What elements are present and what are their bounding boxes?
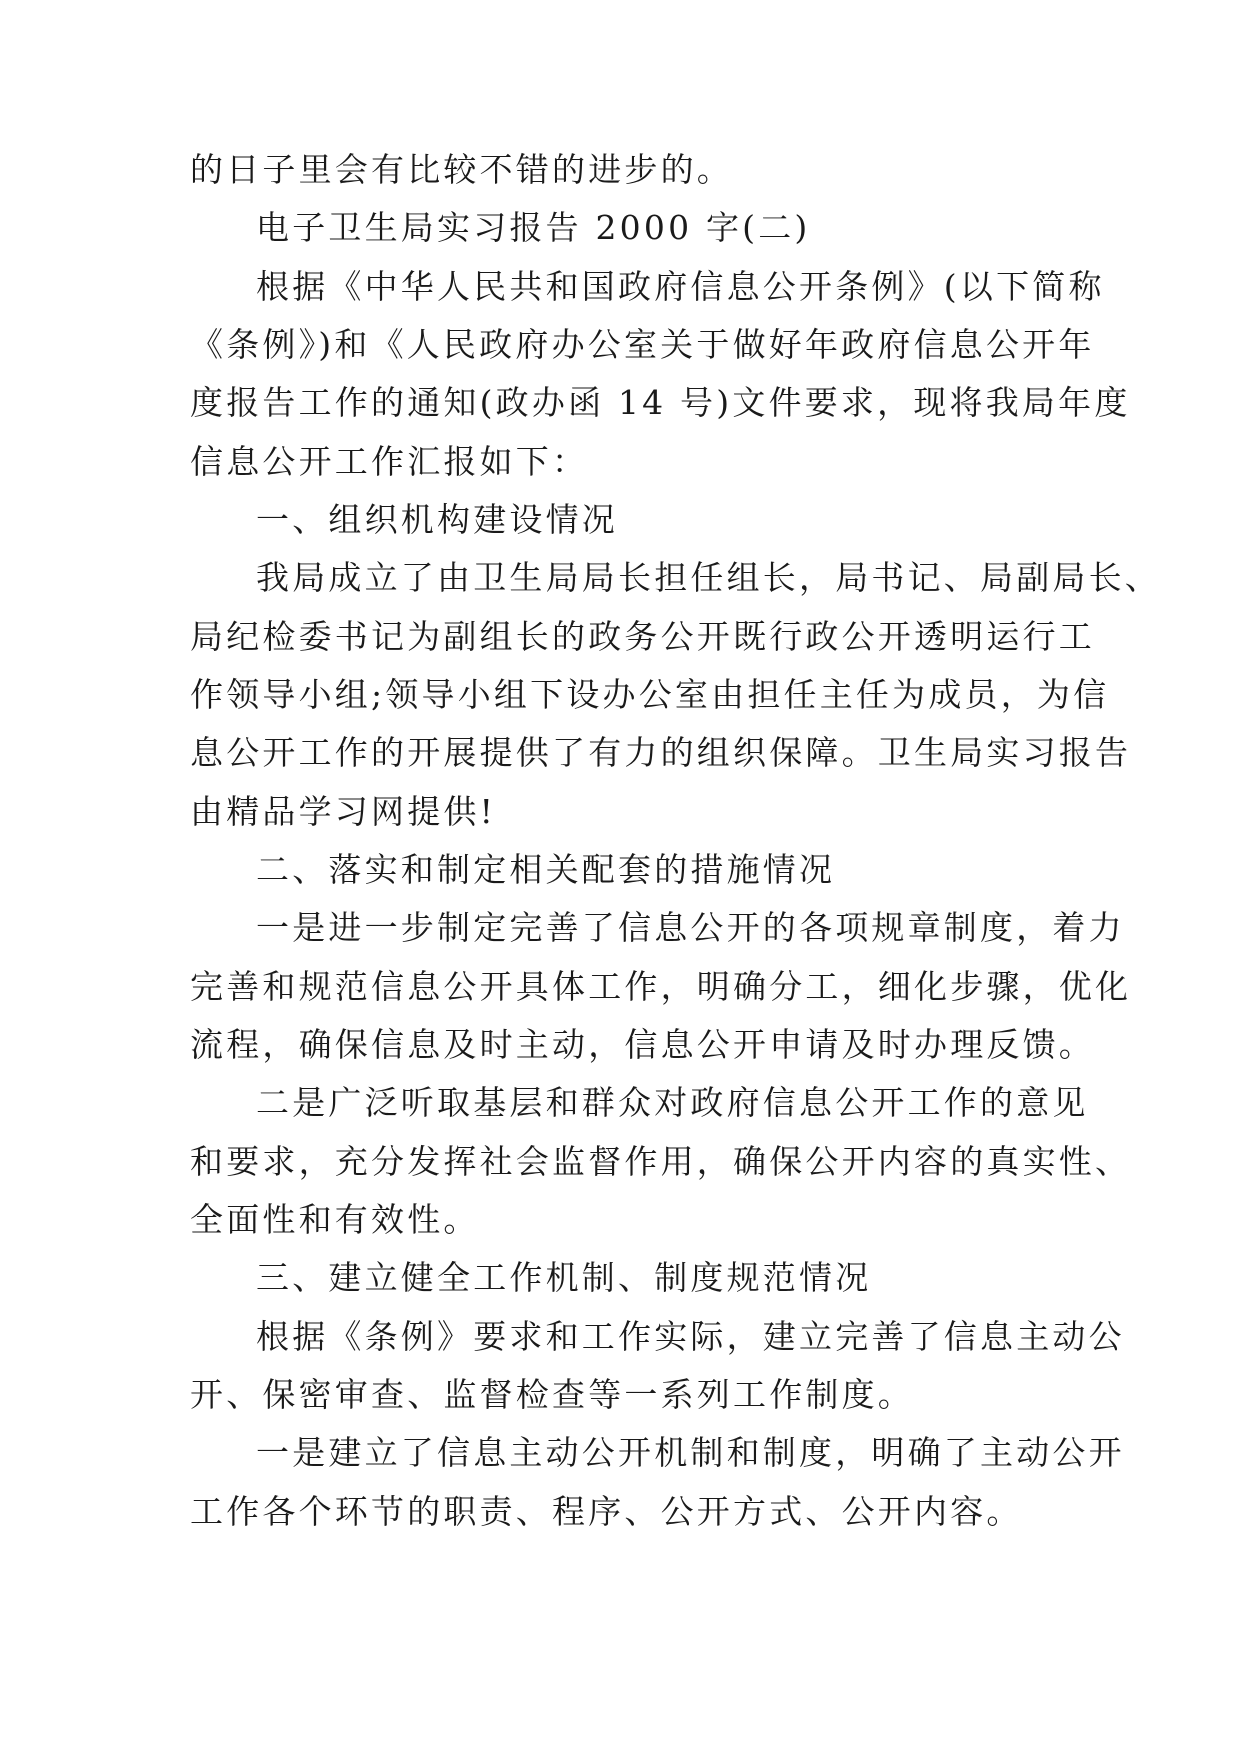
heading-line: 三、建立健全工作机制、制度规范情况 (256, 1258, 872, 1297)
text-line-continuation: 的日子里会有比较不错的进步的。 (190, 150, 733, 189)
paragraph-line: 根据《条例》要求和工作实际，建立完善了信息主动公 (256, 1317, 1125, 1356)
paragraph-line: 根据《中华人民共和国政府信息公开条例》(以下简称 (256, 267, 1105, 306)
paragraph-line: 和要求，充分发挥社会监督作用，确保公开内容的真实性、 (190, 1142, 1132, 1181)
paragraph-line: 二是广泛听取基层和群众对政府信息公开工作的意见 (256, 1083, 1089, 1122)
paragraph-line: 全面性和有效性。 (190, 1200, 480, 1239)
paragraph-line: 完善和规范信息公开具体工作，明确分工，细化步骤，优化 (190, 967, 1132, 1006)
paragraph-line: 一是进一步制定完善了信息公开的各项规章制度，着力 (256, 908, 1125, 947)
paragraph-line: 一是建立了信息主动公开机制和制度，明确了主动公开 (256, 1433, 1125, 1472)
heading-line: 一、组织机构建设情况 (256, 500, 618, 539)
paragraph-line: 我局成立了由卫生局局长担任组长，局书记、局副局长、 (256, 558, 1161, 597)
paragraph-line: 《条例》)和《人民政府办公室关于做好年政府信息公开年 (190, 325, 1095, 364)
paragraph-line: 信息公开工作汇报如下： (190, 442, 589, 481)
paragraph-line: 息公开工作的开展提供了有力的组织保障。卫生局实习报告 (190, 733, 1132, 772)
paragraph-line: 局纪检委书记为副组长的政务公开既行政公开透明运行工 (190, 617, 1095, 656)
section-title: 电子卫生局实习报告 2000 字(二) (256, 208, 811, 247)
paragraph-line: 作领导小组;领导小组下设办公室由担任主任为成员，为信 (190, 675, 1110, 714)
paragraph-line: 开、保密审查、监督检查等一系列工作制度。 (190, 1375, 914, 1414)
paragraph-line: 度报告工作的通知(政办函 14 号)文件要求，现将我局年度 (190, 383, 1131, 422)
paragraph-line: 流程，确保信息及时主动，信息公开申请及时办理反馈。 (190, 1025, 1095, 1064)
paragraph-line: 工作各个环节的职责、程序、公开方式、公开内容。 (190, 1492, 1023, 1531)
heading-line: 二、落实和制定相关配套的措施情况 (256, 850, 836, 889)
paragraph-line: 由精品学习网提供! (190, 792, 497, 831)
